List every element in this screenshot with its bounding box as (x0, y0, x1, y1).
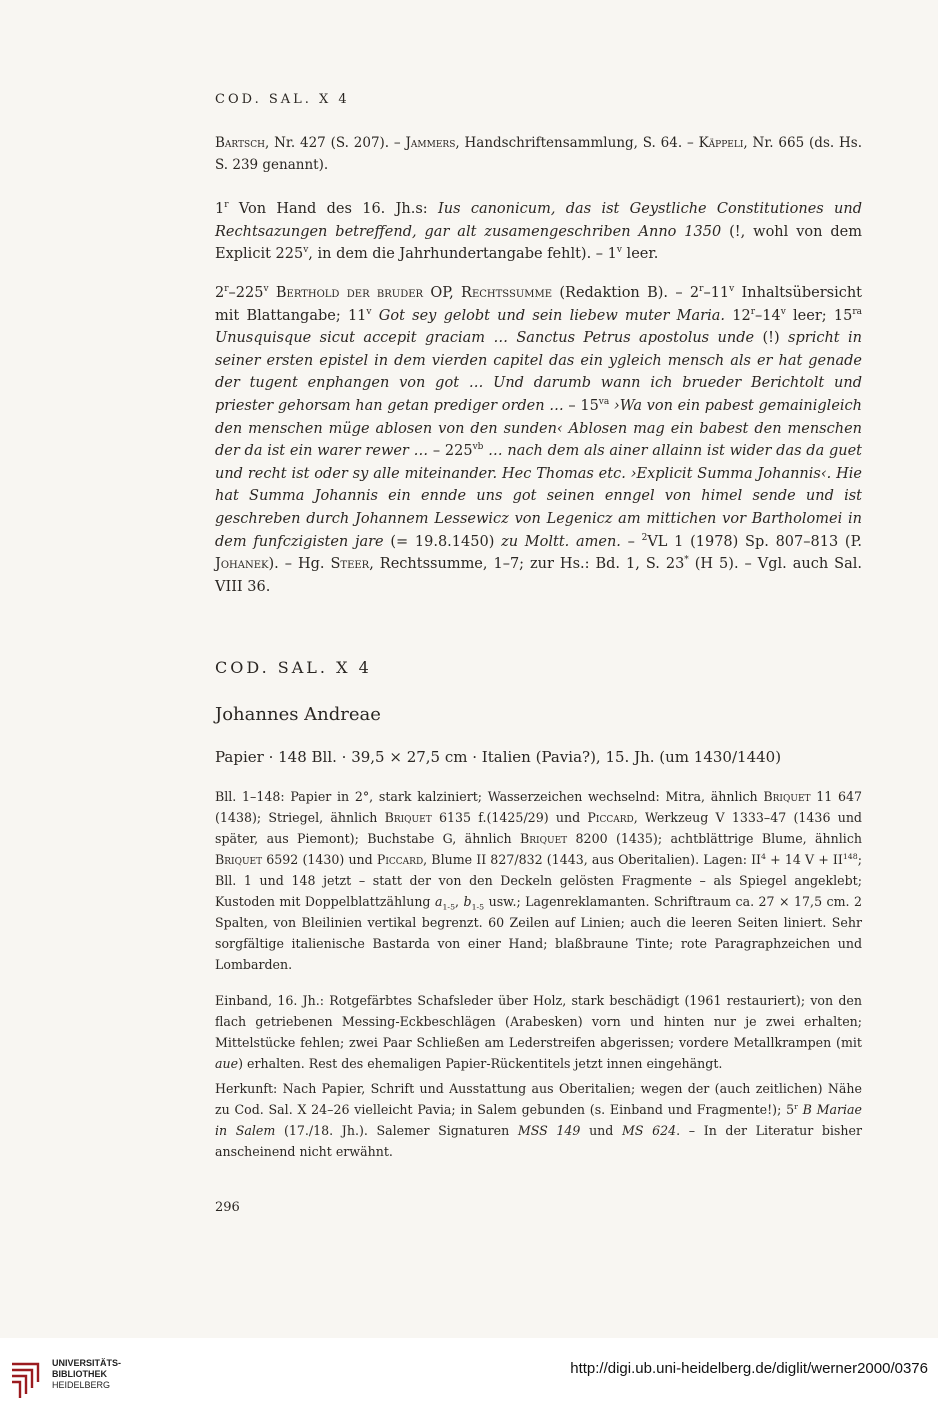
library-name: UNIVERSITÄTS- BIBLIOTHEK HEIDELBERG (52, 1358, 122, 1390)
entry-rechtssumme-paragraph: 2$^r$–225$^v$ Berthold der bruder OP, Rechtssumme (Redaktion B). – 2$^r$–11$^v$ Inhaltsübersicht mit Blattangabe; 11$^v$ Got sey gelobt und sein liebew muter Maria. 12$^r$–14$^v$ leer; $15^{ra}$ Unusquisque sicut accepit graciam … Sanctus Petrus apostolus unde (!) spricht in seiner ersten epistel in dem vierden capitel das ein ygleich mensch als er hat genade der tugent enphangen von got … Und darumb wann ich brueder Berichtolt und priester gehorsam han getan prediger orden … – $15^{va}$ ›Wa von ein pabest gemainigleich den menschen müge ablosen von den sunden‹ Ablosen mag ein babest den menschen der da ist ein warer rewer … – $225^{vb}$ … nach dem als ainer allainn ist wider das da guet und recht ist oder sy alle miteinander. Hec Thomas etc. ›Explicit Summa Johannis‹. Hie hat Summa Johannis ein ennde uns got seinen enngel von himel sende und ist geschreben durch Johannem Lessewicz von Legenicz am mittichen vor Bartholomei in dem funfczigisten jare (= 19.8.1450) zu Moltt. amen. – $^2$VL 1 (1978) Sp. 807–813 (P. Johanek). – Hg. Steer, Rechtssumme, 1–7; zur Hs.: Bd. 1, S. 23* (H 5). – Vgl. auch Sal. VIII 36. (215, 284, 863, 595)
codex-meta-line: Papier · 148 Bll. · 39,5 × 27,5 cm · Italien (Pavia?), 15. Jh. (um 1430/1440) (215, 748, 782, 766)
viewer-footer (0, 1338, 938, 1419)
page-number: 296 (215, 1200, 240, 1215)
provenance-paragraph: Herkunft: Nach Papier, Schrift und Ausstattung aus Oberitalien; wegen der (auch zeitlichen) Nähe zu Cod. Sal. X 24–26 vielleicht Pavia; in Salem gebunden (s. Einband und Fragmente!); 5$^r$ B Mariae in Salem (17./18. Jh.). Salemer Signaturen MSS 149 und MS 624. – In der Literatur bisher anscheinend nicht erwähnt. (215, 1081, 862, 1159)
permalink-url[interactable]: http://digi.ub.uni-heidelberg.de/diglit/werner2000/0376 (570, 1360, 928, 1377)
work-title: Johannes Andreae (215, 704, 381, 725)
bibliography-paragraph: Bartsch, Nr. 427 (S. 207). – Jammers, Handschriftensammlung, S. 64. – Käppeli, Nr. 665 (ds. Hs. S. 239 genannt). (215, 135, 862, 173)
entry-flyleaf-paragraph: 1$^r$ Von Hand des 16. Jh.s: Ius canonicum, das ist Geystliche Constitutiones und Rechtsazungen betreffend, gar alt zusamengeschriben Anno 1350 (!, wohl von dem Explicit 225$^v$, in dem die Jahrhundertangabe fehlt). – 1$^v$ leer. (215, 200, 862, 263)
codicology-paragraph: Bll. 1–148: Papier in 2°, stark kalziniert; Wasserzeichen wechselnd: Mitra, ähnlich Briquet 11 647 (1438); Striegel, ähnlich Briquet 6135 f.(1425/29) und Piccard, Werkzeug V 1333–47 (1436 und später, aus Piemont); Buchstabe G, ähnlich Briquet 8200 (1435); achtblättrige Blume, ähnlich Briquet 6592 (1430) und Piccard, Blume II 827/832 (1443, aus Oberitalien). Lagen: $II^4 + 14$ $V + II^{148}$; Bll. 1 und 148 jetzt – statt der von den Deckeln gelösten Fragmente – als Spiegel angeklebt; Kustoden mit Doppelblattzählung $a_{1-5}$, $b_{1-5}$ usw.; Lagenreklamanten. Schriftraum ca. 27 × 17,5 cm. 2 Spalten, von Bleilinien vertikal begrenzt. 60 Zeilen auf Linien; auch die leeren Seiten liniert. Sehr sorgfältige italienische Bastarda von einer Hand; blaßbraune Tinte; rote Paragraphzeichen und Lombarden. (215, 789, 863, 972)
section-heading: COD. SAL. X 4 (215, 658, 372, 677)
running-head: COD. SAL. X 4 (215, 92, 350, 107)
binding-paragraph: Einband, 16. Jh.: Rotgefärbtes Schafsleder über Holz, stark beschädigt (1961 restauriert); von den flach getriebenen Messing-Eckbeschlägen (Arabesken) vorn und hinten nur je zwei erhalten; Mittelstücke fehlen; zwei Paar Schließen am Lederstreifen abgerissen; vordere Metallkrampen (mit aue) erhalten. Rest des ehemaligen Papier-Rückentitels jetzt innen eingehängt. (215, 993, 862, 1071)
library-logo-icon (8, 1356, 48, 1400)
